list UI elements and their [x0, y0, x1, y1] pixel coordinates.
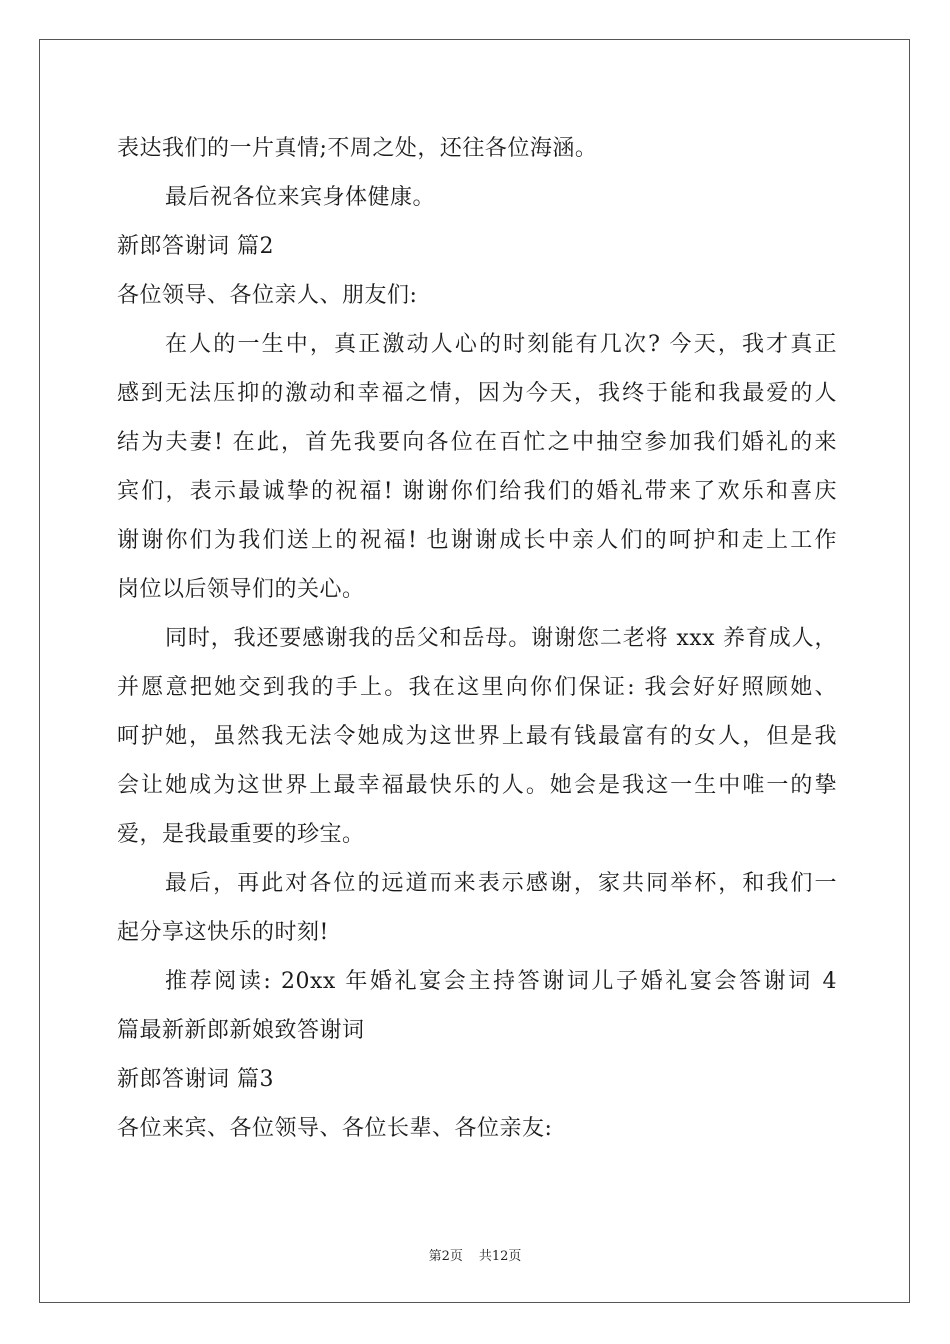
body-line: 表达我们的一片真情;不周之处，还往各位海涵。	[117, 136, 598, 161]
page-total: 共12页	[478, 1249, 522, 1264]
body-line: 呵护她，虽然我无法令她成为这世界上最有钱最富有的女人，但是我	[117, 724, 837, 749]
body-line: 岗位以后领导们的关心。	[117, 577, 365, 602]
body-line: 会让她成为这世界上最幸福最快乐的人。她会是我这一生中唯一的挚	[117, 773, 837, 798]
body-line: 并愿意把她交到我的手上。我在这里向你们保证: 我会好好照顾她、	[117, 675, 837, 700]
body-line: 爱，是我最重要的珍宝。	[117, 822, 365, 847]
page-footer	[0, 1245, 950, 1264]
salutation: 各位来宾、各位领导、各位长辈、各位亲友:	[117, 1116, 553, 1141]
body-line: 在人的一生中，真正激动人心的时刻能有几次? 今天，我才真正	[165, 332, 837, 357]
body-line: 谢谢你们为我们送上的祝福! 也谢谢成长中亲人们的呵护和走上工作	[117, 528, 837, 553]
body-line: 同时，我还要感谢我的岳父和岳母。谢谢您二老将 xxx 养育成人，	[165, 626, 837, 651]
salutation: 各位领导、各位亲人、朋友们:	[117, 283, 418, 308]
body-line: 宾们，表示最诚挚的祝福! 谢谢你们给我们的婚礼带来了欢乐和喜庆	[117, 479, 837, 504]
body-line: 结为夫妻! 在此，首先我要向各位在百忙之中抽空参加我们婚礼的来	[117, 430, 837, 455]
body-line: 最后祝各位来宾身体健康。	[165, 185, 436, 210]
body-line: 感到无法压抑的激动和幸福之情，因为今天，我终于能和我最爱的人	[117, 381, 837, 406]
section-heading: 新郎答谢词 篇2	[117, 234, 274, 259]
document-body	[117, 124, 837, 1153]
body-line: 最后，再此对各位的远道而来表示感谢，家共同举杯，和我们一	[165, 871, 837, 896]
body-line: 起分享这快乐的时刻!	[117, 920, 329, 945]
section-heading: 新郎答谢词 篇3	[117, 1067, 274, 1092]
body-line: 推荐阅读: 20xx 年婚礼宴会主持答谢词儿子婚礼宴会答谢词 4	[165, 969, 837, 994]
body-line: 篇最新新郎新娘致答谢词	[117, 1018, 365, 1043]
page-number: 第2页	[428, 1249, 463, 1264]
